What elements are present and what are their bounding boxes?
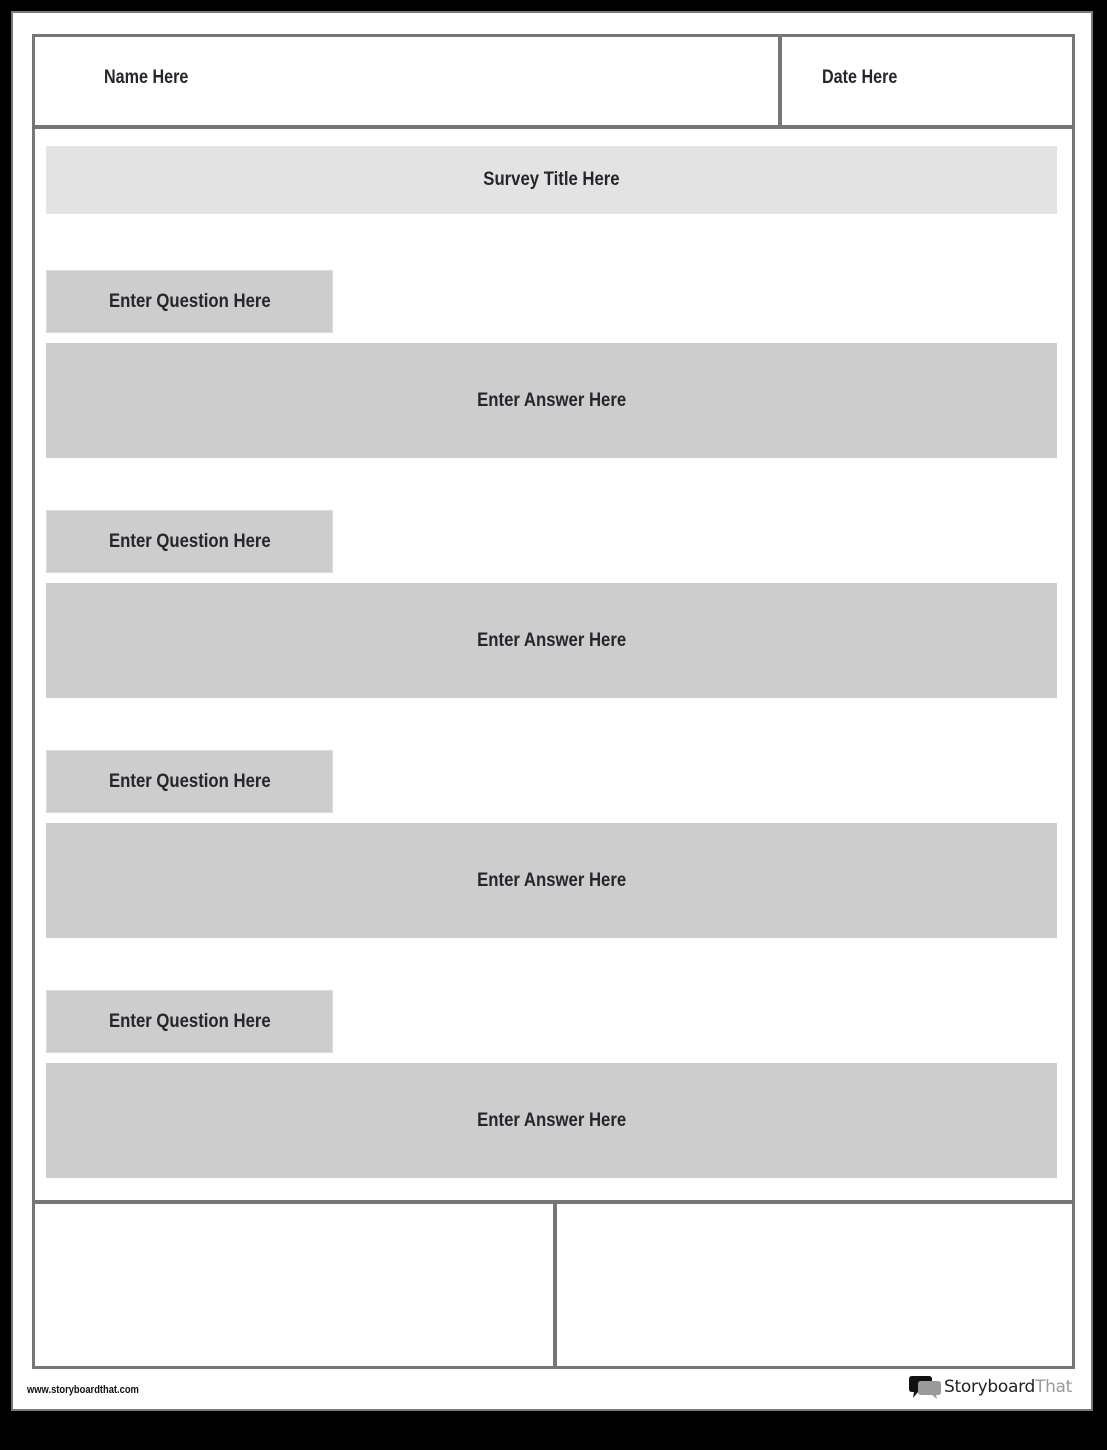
survey-title: Survey Title Here bbox=[483, 169, 620, 190]
speech-bubbles-icon bbox=[909, 1374, 941, 1400]
answer-box-2[interactable] bbox=[46, 583, 1057, 698]
brand-name-part1: Storyboard bbox=[944, 1377, 1035, 1397]
header-bottom-border bbox=[32, 125, 1075, 129]
answer-text: Enter Answer Here bbox=[477, 869, 626, 891]
question-box-3[interactable] bbox=[46, 750, 333, 813]
storyboardthat-logo bbox=[909, 1374, 1072, 1400]
footer-url: www.storyboardthat.com bbox=[27, 1384, 139, 1396]
brand-name-part2: That bbox=[1035, 1377, 1073, 1397]
question-box-4[interactable] bbox=[46, 990, 333, 1053]
question-text: Enter Question Here bbox=[108, 530, 271, 552]
answer-box-3[interactable] bbox=[46, 823, 1057, 938]
date-field[interactable]: Date Here bbox=[822, 67, 898, 88]
answer-text: Enter Answer Here bbox=[477, 389, 626, 411]
question-text: Enter Question Here bbox=[108, 290, 271, 312]
header-divider bbox=[778, 34, 782, 128]
question-box-2[interactable] bbox=[46, 510, 333, 573]
question-text: Enter Question Here bbox=[108, 770, 271, 792]
question-box-1[interactable] bbox=[46, 270, 333, 333]
answer-text: Enter Answer Here bbox=[477, 629, 626, 651]
bottom-left-panel[interactable] bbox=[35, 1204, 553, 1366]
answer-box-1[interactable] bbox=[46, 343, 1057, 458]
name-field[interactable]: Name Here bbox=[104, 67, 189, 88]
question-text: Enter Question Here bbox=[108, 1010, 271, 1032]
answer-text: Enter Answer Here bbox=[477, 1109, 626, 1131]
answer-box-4[interactable] bbox=[46, 1063, 1057, 1178]
bottom-right-panel[interactable] bbox=[557, 1204, 1072, 1366]
survey-title-box[interactable] bbox=[46, 146, 1057, 214]
